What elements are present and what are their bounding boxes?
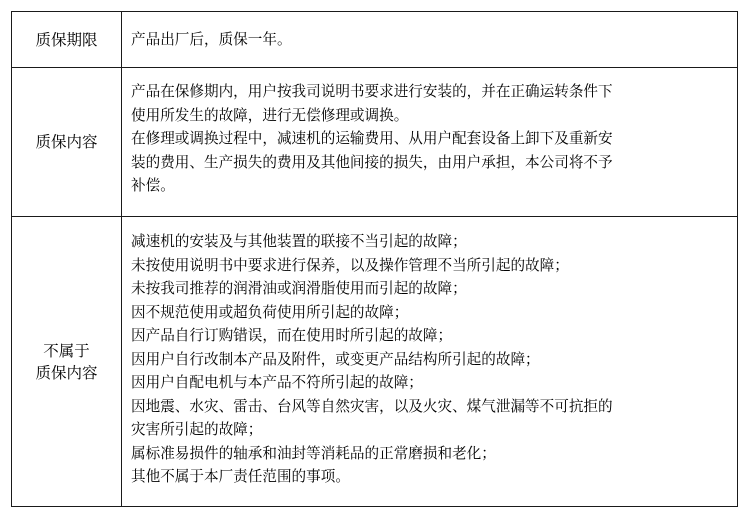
content-line: 装的费用、生产损失的费用及其他间接的损失，由用户承担，本公司将不予 (131, 153, 613, 171)
content-line: 因不规范使用或超负荷使用所引起的故障； (131, 303, 409, 321)
content-line: 产品出厂后，质保一年。 (131, 30, 292, 48)
label-line: 质保期限 (35, 30, 98, 49)
warranty-exclusions-content (122, 217, 738, 507)
content-line: 减速机的安装及与其他装置的联接不当引起的故障； (131, 233, 467, 251)
warranty-scope-content (122, 68, 738, 217)
label-line: 质保内容 (35, 363, 98, 382)
warranty-period-row (12, 12, 738, 68)
warranty-period-label (12, 12, 122, 68)
content-line: 使用所发生的故障，进行无偿修理或调换。 (131, 106, 409, 124)
content-line: 未按我司推荐的润滑油或润滑脂使用而引起的故障； (131, 280, 467, 298)
content-line: 因用户自配电机与本产品不符所引起的故障； (131, 374, 423, 392)
content-line: 因用户自行改制本产品及附件，或变更产品结构所引起的故障； (131, 350, 540, 368)
label-line: 不属于 (43, 341, 90, 360)
warranty-period-content (122, 12, 738, 68)
label-line: 质保内容 (35, 133, 98, 151)
content-line: 未按使用说明书中要求进行保养，以及操作管理不当所引起的故障； (131, 256, 569, 274)
content-line: 属标准易损件的轴承和油封等消耗品的正常磨损和老化； (131, 444, 496, 462)
warranty-scope-row (12, 68, 738, 217)
content-line: 其他不属于本厂责任范围的事项。 (131, 468, 350, 486)
content-line: 因地震、水灾、雷击、台风等自然灾害，以及火灾、煤气泄漏等不可抗拒的 (131, 397, 613, 415)
warranty-exclusions-label (12, 217, 122, 507)
content-line: 灾害所引起的故障； (131, 421, 263, 439)
content-line: 产品在保修期内，用户按我司说明书要求进行安装的，并在正确运转条件下 (131, 83, 613, 101)
content-line: 在修理或调换过程中，减速机的运输费用、从用户配套设备上卸下及重新安 (131, 130, 613, 148)
content-line: 补偿。 (131, 177, 175, 195)
content-line: 因产品自行订购错误，而在使用时所引起的故障； (131, 327, 453, 345)
warranty-exclusions-row (12, 217, 738, 507)
warranty-scope-label (12, 68, 122, 217)
warranty-table (11, 11, 738, 507)
